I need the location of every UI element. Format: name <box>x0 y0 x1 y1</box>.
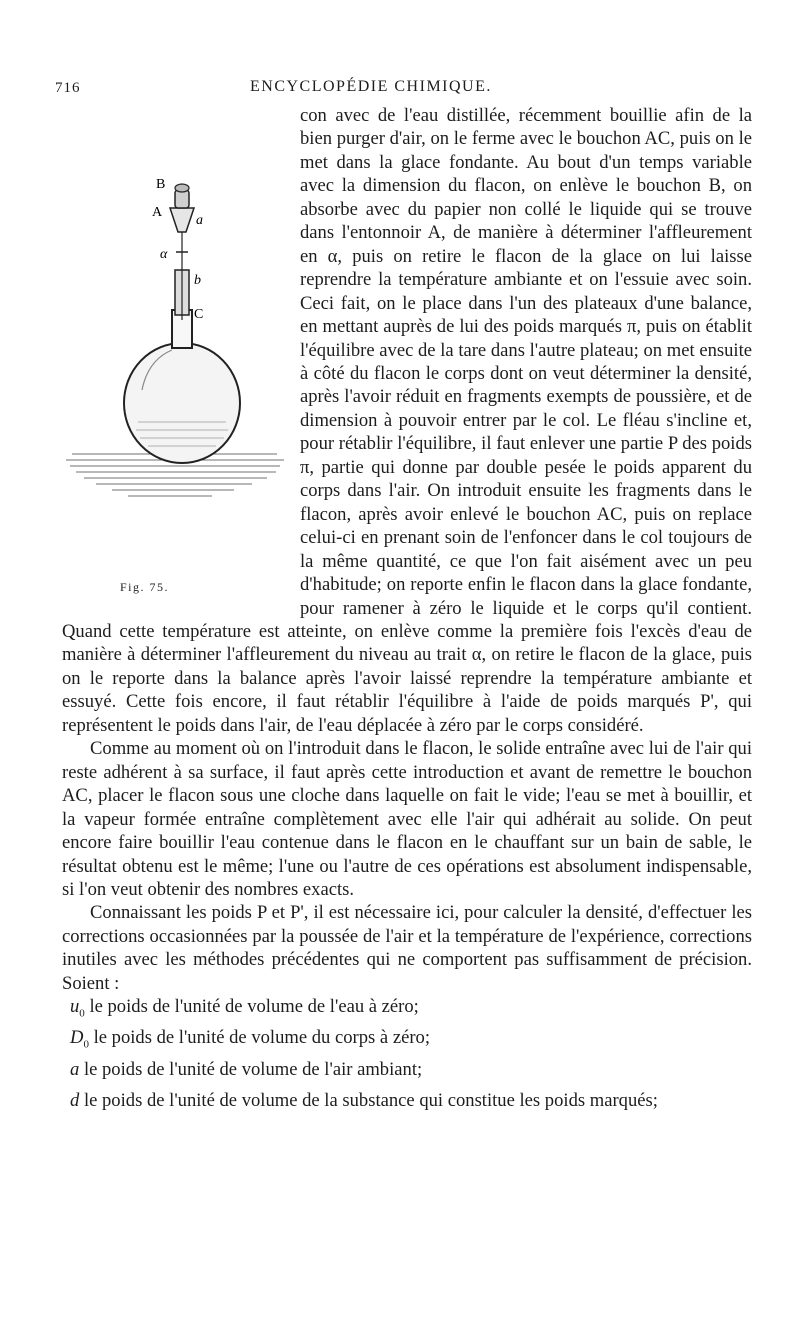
page-number: 716 <box>55 80 81 96</box>
label-C: C <box>194 307 204 322</box>
label-B: B <box>156 177 166 192</box>
definition-item <box>62 995 752 1026</box>
definition-item <box>62 1089 752 1120</box>
definition-text: le poids de l'unité de volume de l'eau à zéro; <box>84 996 419 1018</box>
flask-figure <box>62 160 300 618</box>
definition-item <box>62 1026 752 1057</box>
label-alpha: α <box>160 247 168 262</box>
running-title: ENCYCLOPÉDIE CHIMIQUE. <box>250 78 492 95</box>
definition-symbol: d <box>70 1089 80 1111</box>
definition-symbol: D <box>70 1027 84 1049</box>
pycnometer-illustration <box>62 160 300 570</box>
figure-caption: Fig. 75. <box>120 580 170 594</box>
definition-subscript: 0 <box>79 1007 85 1020</box>
definition-text: le poids de l'unité de volume du corps à zéro; <box>88 1027 430 1049</box>
definition-text: le poids de l'unité de volume de l'air ambiant; <box>79 1058 423 1080</box>
paragraph-1: con avec de l'eau distillée, récemment bouillie afin de la bien purger d'air, on le ferme avec le bouchon AC, puis on le met dans la glace fondante. Au bout d'un temps variable avec la dimension du flacon, on enlève le bouchon B, on absorbe avec du papier non collé le liquide qui se trouve dans l'entonnoir A, de manière à déterminer l'affleurement en α, puis on retire le flacon de la glace on lui laisse reprendre la température ambiante et on l'essuie avec soin. Ceci fait, on le place dans l'un des plateaux d'une balance, en mettant auprès de lui des poids marqués π, puis on établit l'équilibre avec de la tare dans l'autre plateau; on met ensuite à côté du flacon le corps dont on veut déterminer la densité, après l'avoir réduit en fragments exempts de poussière, et de dimension à pouvoir entrer par le col. Le fléau s'incline et, pour rétablir l'équilibre, il faut enlever une partie P des poids π, partie qui donne par double pesée le poids apparent du corps dans l'air. On introduit ensuite les fragments dans le flacon, après avoir enlevé le bouchon AC, puis on replace celui-ci en prenant soin de l'enfoncer dans le col toujours de la même quantité, ce que l'on fait aisément avec un peu d'habitude; on reporte enfin le flacon dans la glace fondante, pour ramener à zéro le liquide et le corps qu'il contient. Quand cette température est atteinte, on enlève comme la première fois l'excès d'eau de manière à déterminer l'affleurement du niveau au trait α, on retire le flacon de la glace, puis on le reporte dans la balance après l'avoir laissé reprendre la température ambiante et essuyé. Cette fois encore, il faut rétablir l'équilibre à l'aide de poids marqués P', qui représentent le poids dans l'air, de l'eau déplacée à zéro par le corps considéré. <box>62 105 752 736</box>
paragraph-3: Connaissant les poids P et P', il est nécessaire ici, pour calculer la densité, d'effectuer les corrections occasionnées par la poussée de l'air et la température de l'expérience, corrections inutiles avec les méthodes précédentes qui ne comportent pas suffisamment de précision. Soient : <box>62 902 752 994</box>
label-a: a <box>196 213 203 228</box>
paragraph-2: Comme au moment où on l'introduit dans le flacon, le solide entraîne avec lui de l'air qui reste adhérent à sa surface, il faut après cette introduction et avant de remettre le bouchon AC, placer le flacon sous une cloche dans laquelle on fait le vide; l'eau se met à bouillir, et la vapeur formée entraîne complètement avec elle l'air qui adhérait au solide. On peut encore faire bouillir l'eau contenue dans le flacon en le chauffant sur un bain de sable, le résultat obtenu est le même; l'une ou l'autre de ces opérations est absolument indispensable, si l'on veut obtenir des nombres exacts. <box>62 738 752 900</box>
definition-text: le poids de l'unité de volume de la substance qui constitue les poids marqués; <box>79 1089 658 1111</box>
definition-symbol: u <box>70 996 80 1018</box>
definition-item <box>62 1058 752 1089</box>
label-A: A <box>152 205 163 220</box>
definition-symbol: a <box>70 1058 80 1080</box>
body-text <box>62 104 752 1120</box>
label-b: b <box>194 273 201 288</box>
variable-definitions <box>62 995 752 1120</box>
definition-subscript: 0 <box>83 1039 89 1052</box>
